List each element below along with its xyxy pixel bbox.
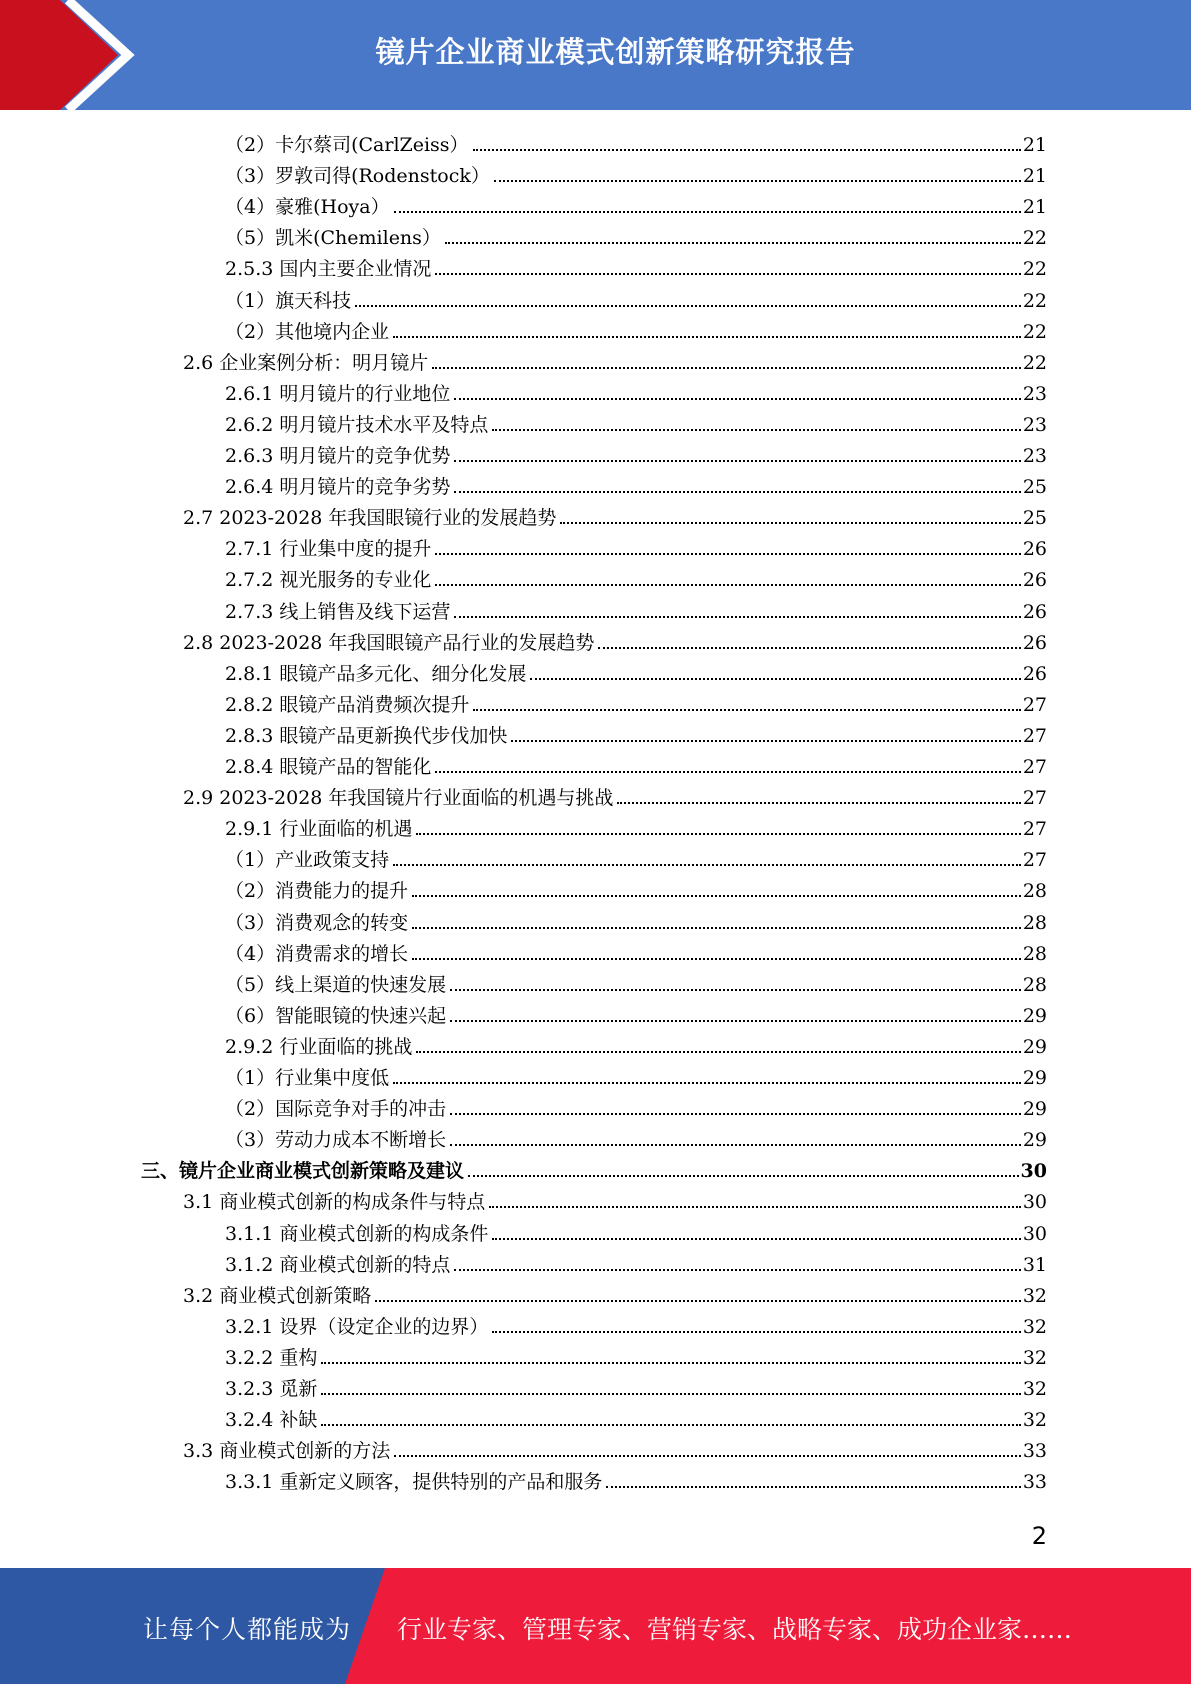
toc-entry-page: 33	[1022, 1440, 1047, 1463]
toc-entry-page: 22	[1022, 227, 1047, 250]
toc-dot-leader	[454, 398, 1020, 400]
toc-entry[interactable]	[225, 405, 1047, 436]
toc-dot-leader	[473, 149, 1021, 151]
toc-entry-title: 3.2.3 觅新	[225, 1378, 318, 1400]
toc-entry-page: 30	[1022, 1191, 1047, 1214]
toc-dot-leader	[393, 1082, 1021, 1084]
toc-entry-title: 2.6.2 明月镜片技术水平及特点	[225, 413, 489, 436]
toc-dot-leader	[321, 1424, 1020, 1426]
toc-dot-leader	[468, 1175, 1019, 1177]
toc-entry[interactable]	[225, 903, 1047, 934]
toc-entry-title: （1）行业集中度低	[225, 1067, 390, 1089]
toc-entry-page: 28	[1022, 880, 1047, 903]
toc-dot-leader	[617, 802, 1020, 804]
toc-entry[interactable]	[225, 1245, 1047, 1276]
toc-dot-leader	[432, 367, 1021, 369]
toc-entry[interactable]	[225, 716, 1047, 747]
toc-entry[interactable]	[183, 778, 1047, 809]
toc-entry-page: 32	[1022, 1378, 1047, 1400]
toc-entry-page: 27	[1022, 818, 1047, 841]
toc-entry-title: 2.6.4 明月镜片的竞争劣势	[225, 476, 451, 499]
toc-entry-page: 30	[1020, 1160, 1047, 1183]
toc-dot-leader	[454, 616, 1020, 618]
toc-entry-title: 2.8.2 眼镜产品消费频次提升	[225, 693, 470, 716]
toc-entry-page: 31	[1022, 1253, 1047, 1276]
toc-dot-leader	[435, 273, 1020, 275]
toc-entry[interactable]	[225, 1307, 1047, 1338]
toc-dot-leader	[454, 460, 1020, 462]
toc-entry[interactable]	[183, 1276, 1047, 1307]
toc-dot-leader	[511, 740, 1020, 742]
toc-entry[interactable]	[225, 809, 1047, 840]
toc-entry-page: 32	[1022, 1346, 1047, 1369]
toc-entry[interactable]	[225, 1214, 1047, 1245]
toc-entry-page: 25	[1022, 507, 1047, 530]
toc-entry[interactable]	[225, 187, 1047, 218]
toc-entry-title: （4）消费需求的增长	[225, 942, 409, 965]
toc-entry[interactable]	[225, 467, 1047, 498]
toc-entry-title: （6）智能眼镜的快速兴起	[225, 1004, 447, 1027]
toc-entry-title: 2.8.4 眼镜产品的智能化	[225, 756, 432, 778]
toc-entry-page: 26	[1022, 569, 1047, 592]
toc-entry-title: 3.1.1 商业模式创新的构成条件	[225, 1222, 489, 1245]
toc-entry-title: 3.1.2 商业模式创新的特点	[225, 1253, 451, 1276]
toc-entry-page: 22	[1022, 351, 1047, 374]
toc-dot-leader	[454, 1269, 1020, 1271]
toc-entry[interactable]	[225, 1089, 1047, 1120]
toc-entry-page: 26	[1022, 631, 1047, 654]
toc-entry-page: 29	[1022, 1004, 1047, 1027]
toc-entry-page: 32	[1022, 1315, 1047, 1338]
toc-entry-page: 29	[1022, 1035, 1047, 1058]
toc-entry-title: 2.8.1 眼镜产品多元化、细分化发展	[225, 662, 527, 685]
toc-entry-title: （2）消费能力的提升	[225, 880, 409, 903]
toc-entry-page: 21	[1022, 196, 1047, 219]
toc-entry[interactable]	[225, 1027, 1047, 1058]
toc-entry-page: 27	[1022, 787, 1047, 810]
toc-entry-title: （3）消费观念的转变	[225, 911, 409, 934]
toc-dot-leader	[416, 833, 1020, 835]
toc-entry-title: （4）豪雅(Hoya）	[225, 196, 390, 219]
toc-entry-title: （3）罗敦司得(Rodenstock）	[225, 165, 490, 188]
toc-entry-title: 2.6.1 明月镜片的行业地位	[225, 382, 451, 405]
toc-dot-leader	[412, 895, 1021, 897]
toc-dot-leader	[560, 522, 1020, 524]
toc-entry-title: （1）旗天科技	[225, 289, 352, 312]
toc-dot-leader	[450, 1020, 1021, 1022]
toc-dot-leader	[393, 864, 1021, 866]
toc-entry-title: （2）卡尔蔡司(CarlZeiss）	[225, 134, 469, 156]
toc-entry-title: 2.7.1 行业集中度的提升	[225, 538, 432, 561]
toc-dot-leader	[530, 678, 1020, 680]
toc-dot-leader	[435, 553, 1020, 555]
page-number: 2	[1031, 1522, 1047, 1550]
footer-slogan-left: 让每个人都能成为	[143, 1615, 352, 1644]
toc-dot-leader	[454, 491, 1020, 493]
toc-entry-page: 30	[1022, 1222, 1047, 1245]
toc-entry[interactable]	[225, 996, 1047, 1027]
toc-entry-title: 2.9.1 行业面临的机遇	[225, 818, 413, 841]
toc-dot-leader	[394, 211, 1021, 213]
toc-entry[interactable]	[225, 934, 1047, 965]
toc-dot-leader	[394, 1455, 1021, 1457]
toc-entry-title: 3.2.4 补缺	[225, 1409, 318, 1432]
toc-entry-page: 27	[1022, 693, 1047, 716]
toc-dot-leader	[412, 927, 1021, 929]
toc-dot-leader	[355, 305, 1021, 307]
toc-entry-page: 26	[1022, 538, 1047, 561]
toc-entry-page: 26	[1022, 600, 1047, 623]
toc-dot-leader	[450, 1144, 1021, 1146]
toc-entry-page: 28	[1022, 973, 1047, 996]
toc-entry[interactable]	[225, 747, 1047, 778]
toc-entry-page: 22	[1022, 258, 1047, 281]
toc-entry[interactable]	[225, 156, 1047, 187]
toc-entry[interactable]	[225, 592, 1047, 623]
toc-entry[interactable]	[225, 312, 1047, 343]
footer-slogan-right: 行业专家、管理专家、营销专家、战略专家、成功企业家……	[397, 1615, 1073, 1644]
toc-entry-title: 2.7 2023-2028 年我国眼镜行业的发展趋势	[183, 507, 557, 530]
document-title: 镜片企业商业模式创新策略研究报告	[375, 35, 856, 69]
toc-entry[interactable]	[225, 374, 1047, 405]
toc-dot-leader	[375, 1300, 1021, 1302]
page-header	[0, 0, 1191, 110]
toc-entry-title: （3）劳动力成本不断增长	[225, 1129, 447, 1152]
toc-dot-leader	[450, 1113, 1021, 1115]
toc-entry-page: 28	[1022, 911, 1047, 934]
toc-entry-title: （5）线上渠道的快速发展	[225, 973, 447, 996]
toc-entry-page: 23	[1022, 445, 1047, 467]
toc-dot-leader	[598, 647, 1020, 649]
toc-entry-title: （2）国际竞争对手的冲击	[225, 1098, 447, 1121]
toc-entry-page: 27	[1022, 756, 1047, 778]
toc-entry-title: 2.6 企业案例分析：明月镜片	[183, 351, 429, 374]
toc-entry-title: 3.3 商业模式创新的方法	[183, 1440, 391, 1463]
toc-entry-title: 2.9 2023-2028 年我国镜片行业面临的机遇与挑战	[183, 787, 614, 810]
toc-dot-leader	[412, 958, 1021, 960]
toc-entry[interactable]	[225, 965, 1047, 996]
toc-dot-leader	[393, 336, 1021, 338]
toc-entry-page: 27	[1022, 849, 1047, 872]
toc-dot-leader	[435, 584, 1020, 586]
toc-entry[interactable]	[225, 1058, 1047, 1089]
toc-entry-page: 22	[1022, 320, 1047, 343]
toc-entry[interactable]	[225, 529, 1047, 560]
toc-entry-title: （1）产业政策支持	[225, 849, 390, 872]
toc-entry-page: 23	[1022, 382, 1047, 405]
toc-entry-title: （2）其他境内企业	[225, 320, 390, 343]
toc-entry[interactable]	[225, 281, 1047, 312]
toc-entry-page: 33	[1022, 1471, 1047, 1494]
toc-entry[interactable]	[225, 249, 1047, 280]
toc-entry[interactable]	[183, 343, 1047, 374]
toc-entry-title: 3.1 商业模式创新的构成条件与特点	[183, 1191, 486, 1214]
toc-entry[interactable]	[225, 1369, 1047, 1400]
toc-dot-leader	[489, 1206, 1021, 1208]
toc-entry-title: 2.7.3 线上销售及线下运营	[225, 600, 451, 623]
toc-entry-title: 2.6.3 明月镜片的竞争优势	[225, 445, 451, 467]
toc-dot-leader	[435, 771, 1020, 773]
toc-entry[interactable]	[141, 1151, 1047, 1182]
toc-entry[interactable]	[225, 1462, 1047, 1493]
toc-dot-leader	[606, 1486, 1020, 1488]
toc-entry[interactable]	[225, 685, 1047, 716]
toc-entry-page: 27	[1022, 724, 1047, 747]
toc-entry-title: 2.9.2 行业面临的挑战	[225, 1035, 413, 1058]
toc-entry[interactable]	[225, 1400, 1047, 1431]
toc-dot-leader	[492, 1331, 1020, 1333]
toc-entry-title: 3.2 商业模式创新策略	[183, 1284, 372, 1307]
toc-entry-page: 29	[1022, 1067, 1047, 1089]
toc-dot-leader	[473, 709, 1020, 711]
toc-entry[interactable]	[225, 436, 1047, 467]
toc-entry[interactable]	[225, 1120, 1047, 1151]
toc-entry[interactable]	[225, 654, 1047, 685]
toc-entry[interactable]	[183, 1431, 1047, 1462]
toc-dot-leader	[445, 242, 1021, 244]
toc-entry[interactable]	[225, 560, 1047, 591]
toc-entry-page: 28	[1022, 942, 1047, 965]
toc-entry[interactable]	[183, 1182, 1047, 1213]
toc-entry[interactable]	[225, 125, 1047, 156]
toc-entry-title: 2.5.3 国内主要企业情况	[225, 258, 432, 281]
toc-entry-title: 2.8 2023-2028 年我国眼镜产品行业的发展趋势	[183, 631, 595, 654]
toc-entry-title: （5）凯米(Chemilens）	[225, 227, 441, 250]
toc-dot-leader	[494, 180, 1021, 182]
toc-dot-leader	[321, 1362, 1020, 1364]
toc-entry-page: 26	[1022, 662, 1047, 685]
toc-entry[interactable]	[225, 1338, 1047, 1369]
toc-entry-title: 3.2.1 设界（设定企业的边界）	[225, 1315, 489, 1338]
toc-entry-title: 3.3.1 重新定义顾客，提供特别的产品和服务	[225, 1471, 603, 1494]
toc-entry-title: 3.2.2 重构	[225, 1346, 318, 1369]
toc-entry[interactable]	[225, 840, 1047, 871]
toc-dot-leader	[450, 989, 1021, 991]
toc-dot-leader	[416, 1051, 1020, 1053]
toc-entry-page: 21	[1022, 165, 1047, 188]
toc-entry-page: 21	[1022, 134, 1047, 156]
toc-entry-title: 2.7.2 视光服务的专业化	[225, 569, 432, 592]
toc-entry-page: 23	[1022, 413, 1047, 436]
toc-entry-page: 32	[1022, 1284, 1047, 1307]
toc-entry[interactable]	[183, 623, 1047, 654]
toc-entry-title: 三、镜片企业商业模式创新策略及建议	[141, 1160, 465, 1183]
page-footer	[0, 1568, 1191, 1684]
toc-dot-leader	[321, 1393, 1020, 1395]
toc-entry-page: 22	[1022, 289, 1047, 312]
toc-entry[interactable]	[225, 218, 1047, 249]
toc-entry[interactable]	[183, 498, 1047, 529]
toc-dot-leader	[492, 429, 1020, 431]
toc-entry[interactable]	[225, 871, 1047, 902]
toc-entry-page: 29	[1022, 1098, 1047, 1121]
toc-entry-page: 32	[1022, 1409, 1047, 1432]
toc-entry-title: 2.8.3 眼镜产品更新换代步伐加快	[225, 724, 508, 747]
toc-entry-page: 25	[1022, 476, 1047, 499]
toc-entry-page: 29	[1022, 1129, 1047, 1152]
toc-dot-leader	[492, 1238, 1020, 1240]
